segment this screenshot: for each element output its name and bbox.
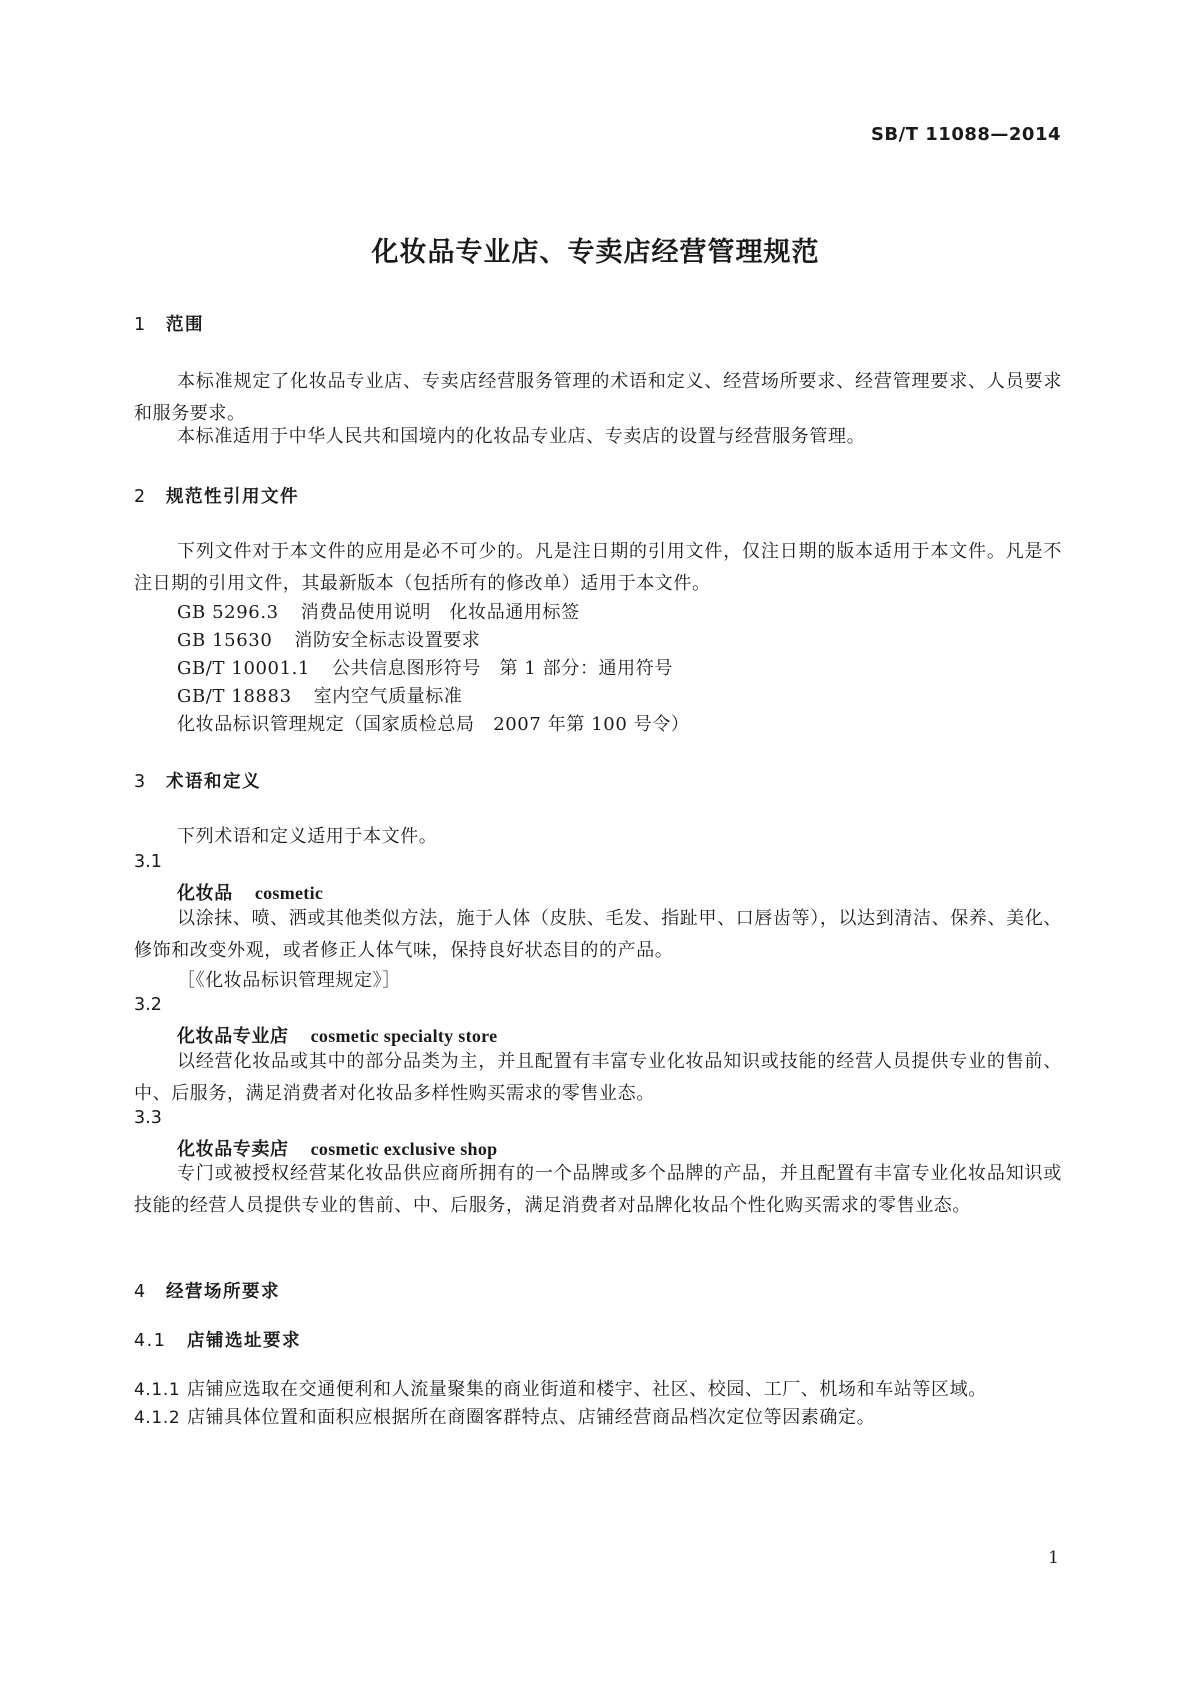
reference-item	[177, 682, 462, 708]
document-title: 化妆品专业店、专卖店经营管理规范	[371, 237, 820, 268]
reference-code: GB/T 18883	[177, 686, 292, 707]
subsection-4-1-heading	[134, 1327, 301, 1352]
clause-text: 店铺具体位置和面积应根据所在商圈客群特点、店铺经营商品档次定位等因素确定。	[187, 1407, 876, 1428]
reference-title: 公共信息图形符号 第 1 部分：通用符号	[332, 658, 673, 679]
reference-code: GB 5296.3	[177, 602, 279, 623]
section-title: 规范性引用文件	[166, 487, 299, 507]
term-en: cosmetic specialty store	[310, 1026, 498, 1046]
section-3-heading	[134, 768, 261, 793]
term-definition: 专门或被授权经营某化妆品供应商所拥有的一个品牌或多个品牌的产品，并且配置有丰富专业化妆品知识或技能的经营人员提供专业的售前、中、后服务，满足消费者对品牌化妆品个性化购买需求的零售业态。	[134, 1163, 1062, 1216]
section-number: 3	[134, 772, 147, 792]
reference-item	[177, 710, 690, 736]
reference-code: GB/T 10001.1	[177, 658, 311, 679]
section-title: 术语和定义	[166, 772, 261, 792]
reference-code: GB 15630	[177, 630, 273, 651]
term-number: 3.2	[134, 995, 162, 1015]
standard-code: SB/T 11088—2014	[870, 124, 1061, 145]
term-definition: 以经营化妆品或其中的部分品类为主，并且配置有丰富专业化妆品知识或技能的经营人员提供专业的售前、中、后服务，满足消费者对化妆品多样性购买需求的零售业态。	[134, 1051, 1062, 1104]
term-number: 3.1	[134, 852, 162, 872]
term-zh: 化妆品专业店	[177, 1026, 289, 1047]
reference-item	[177, 598, 580, 624]
section-number: 2	[134, 487, 147, 507]
clause-item	[134, 1375, 987, 1401]
scope-paragraph-1: 本标准规定了化妆品专业店、专卖店经营服务管理的术语和定义、经营场所要求、经营管理要求、人员要求和服务要求。	[134, 371, 1062, 424]
section-title: 范围	[166, 315, 204, 335]
term-definition: 以涂抹、喷、洒或其他类似方法，施于人体（皮肤、毛发、指趾甲、口唇齿等），以达到清洁、保养、美化、修饰和改变外观，或者修正人体气味，保持良好状态目的的产品。	[134, 908, 1062, 961]
reference-title: 室内空气质量标准	[313, 686, 463, 707]
reference-title: 化妆品标识管理规定（国家质检总局 2007 年第 100 号令）	[177, 714, 690, 735]
page-number: 1	[1048, 1548, 1059, 1568]
section-number: 1	[134, 315, 147, 335]
term-source: ［《化妆品标识管理规定》］	[177, 970, 401, 991]
section-number: 4	[134, 1282, 147, 1302]
subsection-title: 店铺选址要求	[187, 1331, 301, 1351]
term-heading	[177, 1022, 497, 1048]
clause-number: 4.1.1	[134, 1380, 181, 1400]
section-4-heading	[134, 1278, 280, 1303]
term-heading	[177, 879, 323, 905]
terms-intro: 下列术语和定义适用于本文件。	[177, 826, 438, 847]
section-title: 经营场所要求	[166, 1282, 280, 1302]
reference-title: 消费品使用说明 化妆品通用标签	[300, 602, 580, 623]
term-number: 3.3	[134, 1108, 162, 1128]
reference-item	[177, 626, 480, 652]
term-en: cosmetic	[254, 883, 324, 903]
section-2-heading	[134, 483, 299, 508]
reference-item	[177, 654, 673, 680]
clause-text: 店铺应选取在交通便利和人流量聚集的商业街道和楼宇、社区、校园、工厂、机场和车站等区域。	[187, 1379, 987, 1400]
scope-paragraph-2: 本标准适用于中华人民共和国境内的化妆品专业店、专卖店的设置与经营服务管理。	[177, 426, 866, 447]
normative-references-paragraph: 下列文件对于本文件的应用是必不可少的。凡是注日期的引用文件，仅注日期的版本适用于本文件。凡是不注日期的引用文件，其最新版本（包括所有的修改单）适用于本文件。	[134, 541, 1062, 594]
term-zh: 化妆品	[177, 883, 233, 904]
reference-title: 消防安全标志设置要求	[294, 630, 481, 651]
subsection-number: 4.1	[134, 1331, 167, 1351]
term-zh: 化妆品专卖店	[177, 1139, 289, 1160]
section-1-heading	[134, 311, 204, 336]
clause-item	[134, 1403, 875, 1429]
clause-number: 4.1.2	[134, 1408, 181, 1428]
term-en: cosmetic exclusive shop	[310, 1139, 498, 1159]
